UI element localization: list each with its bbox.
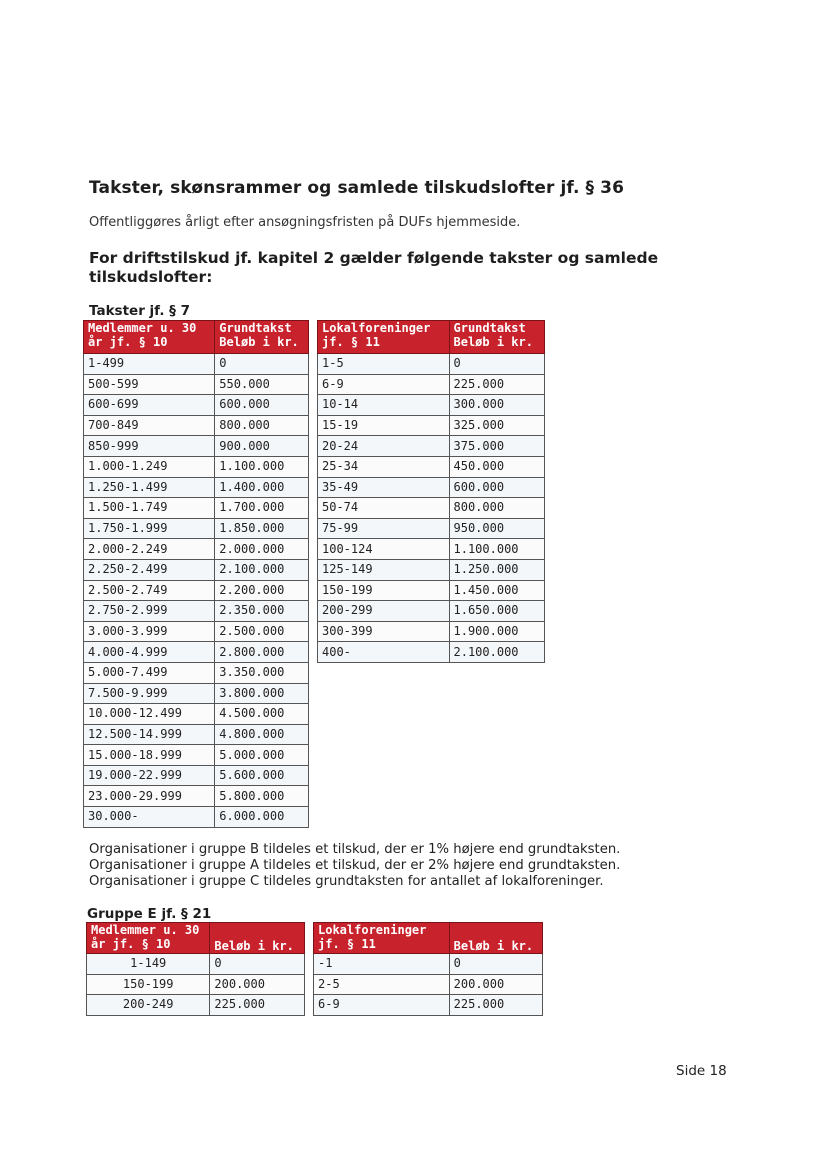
section-caption-takster: Takster jf. § 7 [89,303,190,319]
range-cell: 700-849 [84,415,215,436]
amount-cell: 5.000.000 [215,745,309,766]
range-cell: 2.000-2.249 [84,539,215,560]
range-cell: 20-24 [318,436,450,457]
table-row [318,539,545,560]
intro-text: Offentliggøres årligt efter ansøgningsfristen på DUFs hjemmeside. [89,215,521,230]
range-cell: 1-499 [84,354,215,375]
range-cell: 50-74 [318,498,450,519]
note-group-b: Organisationer i gruppe B tildeles et tilskud, der er 1% højere end grundtaksten. [89,842,621,857]
amount-cell: 0 [449,954,542,975]
amount-cell: 1.100.000 [215,456,309,477]
table-row [84,456,309,477]
amount-cell: 450.000 [449,456,545,477]
column-header-base-rate: Grundtakst Beløb i kr. [449,321,545,354]
range-cell: -1 [314,954,450,975]
range-cell: 30.000- [84,807,215,828]
table-row [318,436,545,457]
amount-cell: 3.800.000 [215,683,309,704]
table-row [318,642,545,663]
amount-cell: 800.000 [449,498,545,519]
table-row [318,374,545,395]
table-row [84,580,309,601]
range-cell: 2-5 [314,974,450,995]
amount-cell: 1.100.000 [449,539,545,560]
table-row [84,518,309,539]
amount-cell: 550.000 [215,374,309,395]
table-row [84,662,309,683]
table-row [84,642,309,663]
range-cell: 10-14 [318,395,450,416]
column-header-members: Medlemmer u. 30 år jf. § 10 [87,923,210,954]
amount-cell: 1.850.000 [215,518,309,539]
amount-cell: 225.000 [449,374,545,395]
table-row [84,374,309,395]
table-row [314,974,543,995]
range-cell: 1.500-1.749 [84,498,215,519]
table-row [318,518,545,539]
amount-cell: 0 [449,354,545,375]
table-row [84,477,309,498]
range-cell: 5.000-7.499 [84,662,215,683]
column-header-amount: Beløb i kr. [210,923,305,954]
amount-cell: 900.000 [215,436,309,457]
amount-cell: 2.000.000 [215,539,309,560]
amount-cell: 2.500.000 [215,621,309,642]
table-row [318,354,545,375]
page-number: Side 18 [676,1063,727,1079]
amount-cell: 800.000 [215,415,309,436]
table-row [84,498,309,519]
group-notes [89,842,620,891]
amount-cell: 5.800.000 [215,786,309,807]
table-row [318,477,545,498]
range-cell: 2.750-2.999 [84,601,215,622]
section-caption-gruppe-e: Gruppe E jf. § 21 [87,906,212,922]
range-cell: 1.250-1.499 [84,477,215,498]
amount-cell: 1.650.000 [449,601,545,622]
members-rate-table [83,320,309,828]
range-cell: 300-399 [318,621,450,642]
table-row [318,456,545,477]
amount-cell: 4.500.000 [215,704,309,725]
amount-cell: 2.200.000 [215,580,309,601]
range-cell: 1.750-1.999 [84,518,215,539]
amount-cell: 5.600.000 [215,765,309,786]
range-cell: 200-299 [318,601,450,622]
table-row [314,995,543,1016]
table-row [84,559,309,580]
table-row [84,807,309,828]
range-cell: 1.000-1.249 [84,456,215,477]
table-row [84,683,309,704]
note-group-a: Organisationer i gruppe A tildeles et tilskud, der er 2% højere end grundtaksten. [89,858,621,874]
table-row [84,786,309,807]
group-e-members-table [86,922,305,1016]
range-cell: 7.500-9.999 [84,683,215,704]
table-row [318,415,545,436]
amount-cell: 950.000 [449,518,545,539]
range-cell: 10.000-12.499 [84,704,215,725]
amount-cell: 2.100.000 [449,642,545,663]
range-cell: 100-124 [318,539,450,560]
amount-cell: 0 [215,354,309,375]
range-cell: 4.000-4.999 [84,642,215,663]
table-row [84,436,309,457]
range-cell: 6-9 [318,374,450,395]
amount-cell: 1.450.000 [449,580,545,601]
amount-cell: 1.900.000 [449,621,545,642]
table-row [87,974,305,995]
amount-cell: 2.800.000 [215,642,309,663]
amount-cell: 225.000 [449,995,542,1016]
range-cell: 1-5 [318,354,450,375]
amount-cell: 2.350.000 [215,601,309,622]
range-cell: 500-599 [84,374,215,395]
table-row [84,724,309,745]
table-row [84,539,309,560]
column-header-amount: Beløb i kr. [449,923,542,954]
range-cell: 200-249 [87,995,210,1016]
table-row [318,498,545,519]
local-associations-rate-table [317,320,545,663]
column-header-base-rate: Grundtakst Beløb i kr. [215,321,309,354]
range-cell: 12.500-14.999 [84,724,215,745]
column-header-local-associations: Lokalforeninger jf. § 11 [318,321,450,354]
range-cell: 125-149 [318,559,450,580]
table-row [84,354,309,375]
subheading: For driftstilskud jf. kapitel 2 gælder følgende takster og samlede tilskudslofter: [89,249,659,286]
range-cell: 2.250-2.499 [84,559,215,580]
table-row [318,580,545,601]
amount-cell: 6.000.000 [215,807,309,828]
table-row [87,995,305,1016]
table-row [314,954,543,975]
page-heading: Takster, skønsrammer og samlede tilskudslofter jf. § 36 [89,178,625,198]
range-cell: 600-699 [84,395,215,416]
table-row [84,765,309,786]
amount-cell: 1.700.000 [215,498,309,519]
table-row [84,621,309,642]
range-cell: 25-34 [318,456,450,477]
table-row [318,559,545,580]
table-row [87,954,305,975]
range-cell: 850-999 [84,436,215,457]
range-cell: 19.000-22.999 [84,765,215,786]
range-cell: 2.500-2.749 [84,580,215,601]
amount-cell: 0 [210,954,305,975]
range-cell: 75-99 [318,518,450,539]
amount-cell: 200.000 [210,974,305,995]
table-row [84,704,309,725]
table-row [318,621,545,642]
column-header-local-associations: Lokalforeninger jf. § 11 [314,923,450,954]
amount-cell: 2.100.000 [215,559,309,580]
table-row [84,601,309,622]
range-cell: 23.000-29.999 [84,786,215,807]
range-cell: 150-199 [318,580,450,601]
note-group-c: Organisationer i gruppe C tildeles grundtaksten for antallet af lokalforeninger. [89,874,604,890]
amount-cell: 325.000 [449,415,545,436]
table-row [84,395,309,416]
range-cell: 1-149 [87,954,210,975]
range-cell: 6-9 [314,995,450,1016]
amount-cell: 225.000 [210,995,305,1016]
amount-cell: 300.000 [449,395,545,416]
group-e-local-associations-table [313,922,543,1016]
column-header-members: Medlemmer u. 30 år jf. § 10 [84,321,215,354]
table-row [84,745,309,766]
table-row [84,415,309,436]
amount-cell: 1.400.000 [215,477,309,498]
amount-cell: 4.800.000 [215,724,309,745]
range-cell: 15.000-18.999 [84,745,215,766]
amount-cell: 200.000 [449,974,542,995]
range-cell: 15-19 [318,415,450,436]
amount-cell: 600.000 [215,395,309,416]
amount-cell: 3.350.000 [215,662,309,683]
amount-cell: 600.000 [449,477,545,498]
amount-cell: 375.000 [449,436,545,457]
range-cell: 400- [318,642,450,663]
range-cell: 35-49 [318,477,450,498]
amount-cell: 1.250.000 [449,559,545,580]
table-row [318,395,545,416]
range-cell: 150-199 [87,974,210,995]
table-row [318,601,545,622]
range-cell: 3.000-3.999 [84,621,215,642]
